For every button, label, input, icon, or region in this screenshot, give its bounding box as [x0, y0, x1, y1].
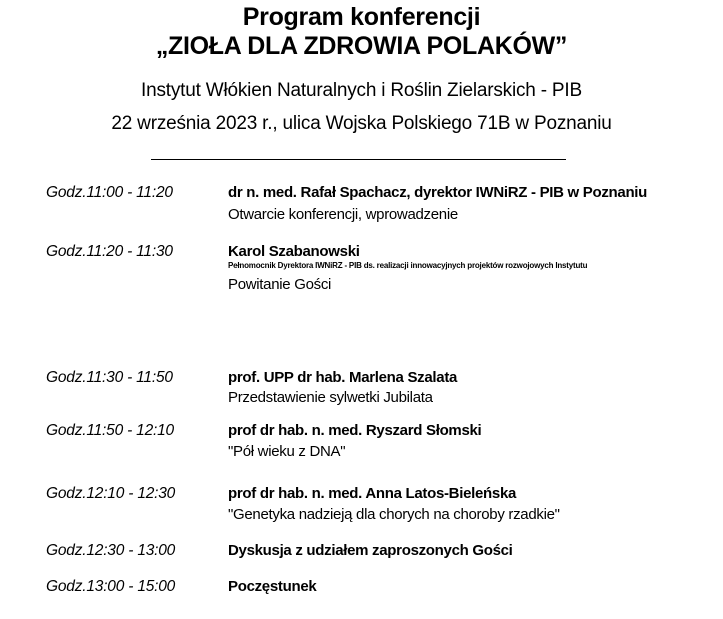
- schedule-speaker: prof dr hab. n. med. Anna Latos-Bieleńska: [228, 485, 517, 502]
- schedule-description: Otwarcie konferencji, wprowadzenie: [228, 206, 458, 223]
- document-title: Program konferencji: [242, 3, 481, 31]
- schedule-speaker: Poczęstunek: [228, 578, 317, 595]
- schedule-speaker: Dyskusja z udziałem zaproszonych Gości: [228, 542, 513, 559]
- schedule-description: Powitanie Gości: [228, 276, 332, 293]
- schedule-speaker: prof dr hab. n. med. Ryszard Słomski: [228, 422, 482, 439]
- schedule-time: Godz.11:20 - 11:30: [46, 243, 173, 260]
- schedule-speaker-role: Pełnomocnik Dyrektora IWNiRZ - PIB ds. realizacji innowacyjnych projektów rozwojowych Instytutu: [228, 261, 588, 270]
- schedule-speaker: Karol Szabanowski: [228, 243, 360, 260]
- schedule-description: "Pół wieku z DNA": [228, 443, 346, 460]
- schedule-speaker: prof. UPP dr hab. Marlena Szalata: [228, 369, 458, 386]
- schedule-time: Godz.12:30 - 13:00: [46, 542, 176, 559]
- institute-name: Instytut Włókien Naturalnych i Roślin Zielarskich - PIB: [141, 80, 582, 101]
- schedule-time: Godz.11:00 - 11:20: [46, 184, 173, 201]
- schedule-time: Godz.12:10 - 12:30: [46, 485, 176, 502]
- schedule-time: Godz.11:50 - 12:10: [46, 422, 174, 439]
- date-and-location: 22 września 2023 r., ulica Wojska Polskiego 71B w Poznaniu: [111, 113, 612, 134]
- header-divider: [151, 159, 566, 160]
- conference-name: „ZIOŁA DLA ZDROWIA POLAKÓW”: [155, 32, 568, 60]
- schedule-description: Przedstawienie sylwetki Jubilata: [228, 389, 433, 406]
- schedule-description: "Genetyka nadzieją dla chorych na choroby rzadkie": [228, 506, 560, 523]
- schedule-time: Godz.11:30 - 11:50: [46, 369, 173, 386]
- schedule-speaker: dr n. med. Rafał Spachacz, dyrektor IWNiRZ - PIB w Poznaniu: [228, 184, 648, 201]
- schedule-time: Godz.13:00 - 15:00: [46, 578, 176, 595]
